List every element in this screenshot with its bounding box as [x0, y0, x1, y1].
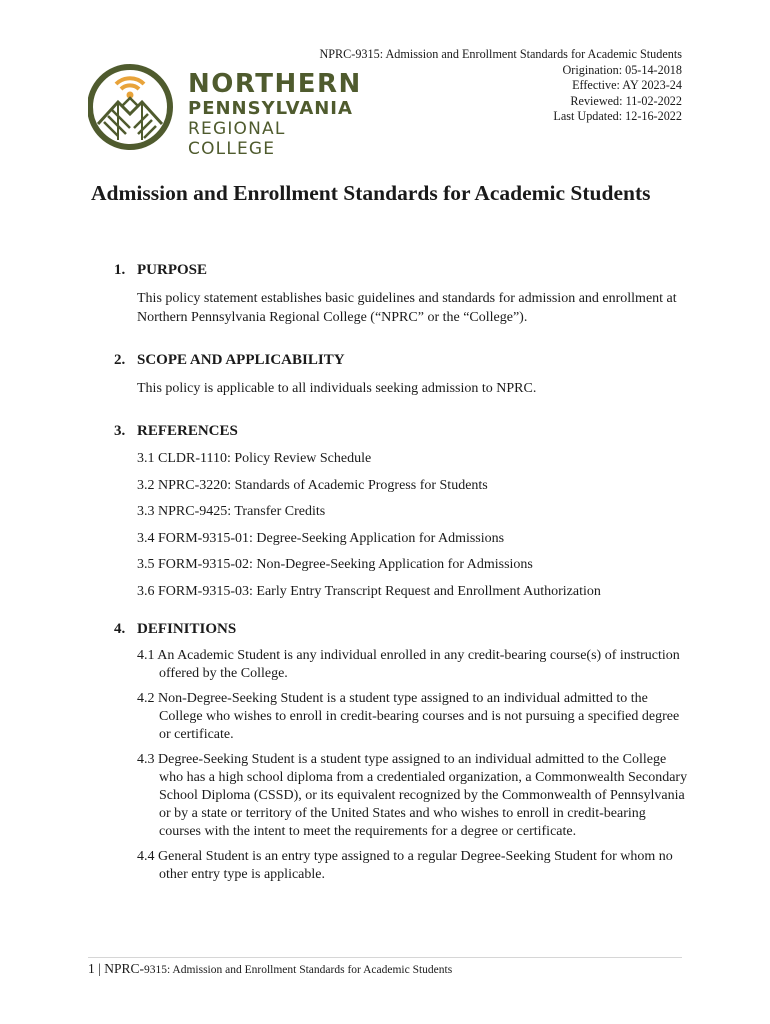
policy-id: NPRC-9315: Admission and Enrollment Standards for Academic Students [319, 47, 682, 61]
logo-line-pennsylvania: PENNSYLVANIA [188, 98, 353, 119]
section-text: This policy statement establishes basic guidelines and standards for admission and enrollment at Northern Pennsylvania Regional College (“NPRC” or the “College”). [137, 291, 677, 325]
section-definitions [114, 619, 689, 884]
section-heading: 1. PURPOSE [114, 262, 208, 278]
last-updated-date: Last Updated: 12-16-2022 [553, 109, 682, 123]
reference-item: 3.1 CLDR-1110: Policy Review Schedule [137, 451, 372, 466]
page-footer [88, 961, 452, 977]
footer-policy-title: 9315: Admission and Enrollment Standards for Academic Students [143, 964, 453, 976]
reference-item: 3.5 FORM-9315-02: Non-Degree-Seeking Application for Admissions [137, 557, 533, 572]
definition-item: 4.4 General Student is an entry type assigned to a regular Degree-Seeking Student for whom no other entry type is applicable. [137, 849, 673, 882]
definition-item: 4.1 An Academic Student is any individual enrolled in any credit-bearing course(s) of instruction offered by the College. [137, 648, 680, 681]
footer-divider [88, 957, 682, 958]
footer-page-number: 1 | NPRC- [88, 961, 144, 976]
policy-metadata [319, 47, 682, 125]
reviewed-date: Reviewed: 11-02-2022 [570, 93, 682, 108]
effective-date: Effective: AY 2023-24 [572, 78, 682, 92]
definition-item: 4.3 Degree-Seeking Student is a student type assigned to an individual admitted to the College who has a high school diploma from a credentialed organization, a Commonwealth Secondary School Diploma (CSSD), or its equivalent recognized by the Commonwealth of Pennsylvania or by a state or territory of the United States and who wishes to enroll in credit-bearing courses with the intent to meet the requirements for a degree or certificate. [137, 752, 688, 839]
section-heading: 4. DEFINITIONS [114, 621, 237, 637]
definition-item: 4.2 Non-Degree-Seeking Student is a student type assigned to an individual admitted to the College who wishes to enroll in credit-bearing courses and is not pursuing a specified degree or certificate. [137, 691, 680, 742]
origination-date: Origination: 05-14-2018 [562, 62, 682, 77]
section-heading: 2. SCOPE AND APPLICABILITY [114, 352, 345, 368]
document-title: Admission and Enrollment Standards for Academic Students [91, 181, 651, 205]
logo-line-regional-college: REGIONAL COLLEGE [188, 119, 286, 159]
reference-item: 3.4 FORM-9315-01: Degree-Seeking Application for Admissions [137, 530, 505, 546]
reference-item: 3.3 NPRC-9425: Transfer Credits [137, 504, 326, 519]
section-text: This policy is applicable to all individuals seeking admission to NPRC. [137, 381, 537, 396]
college-emblem-icon [88, 62, 180, 154]
section-heading: 3. REFERENCES [114, 423, 238, 439]
section-references [114, 421, 694, 601]
reference-item: 3.6 FORM-9315-03: Early Entry Transcript Request and Enrollment Authorization [137, 583, 601, 599]
section-scope [114, 350, 694, 398]
reference-item: 3.2 NPRC-3220: Standards of Academic Progress for Students [137, 477, 488, 493]
section-purpose [114, 260, 694, 327]
logo-line-northern: NORTHERN [188, 69, 362, 99]
